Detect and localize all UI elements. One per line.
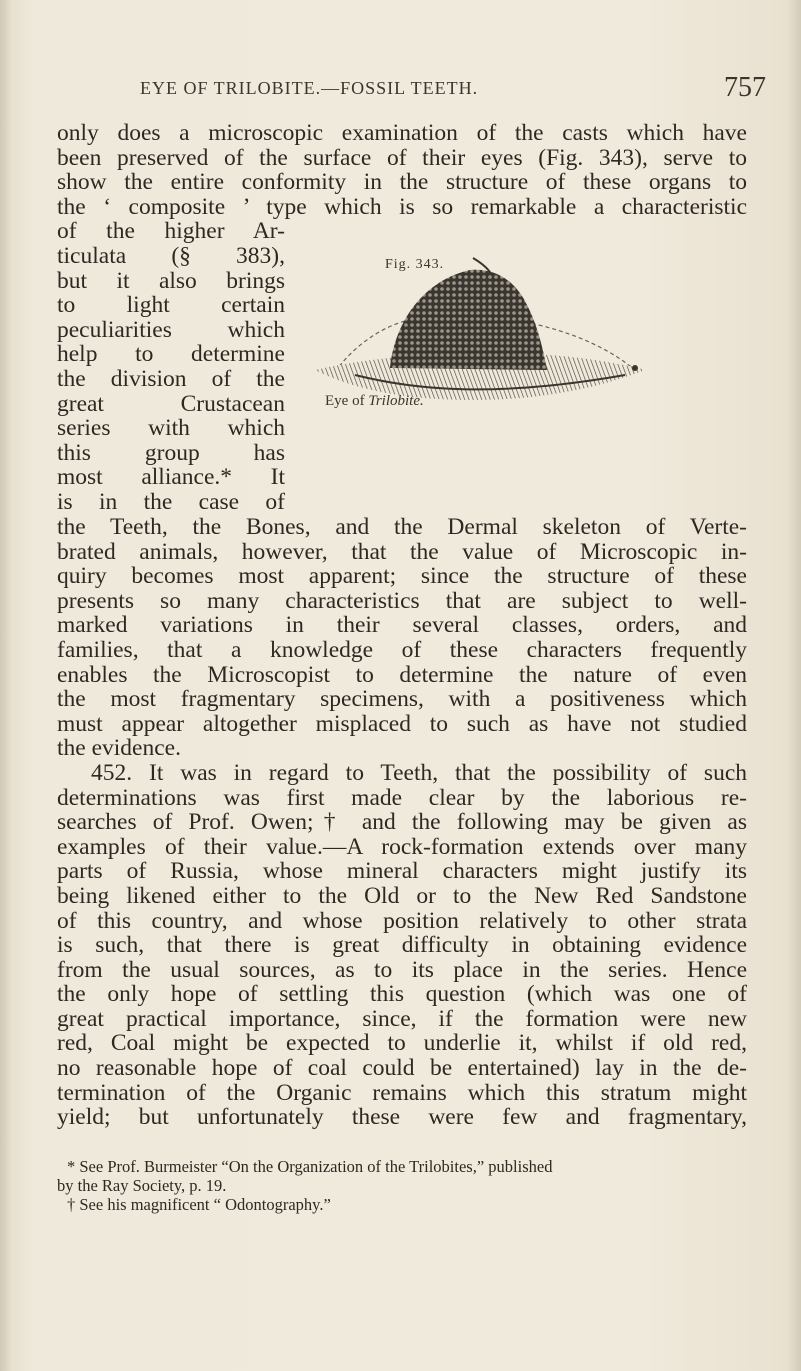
text-line: of the higher Ar-	[57, 218, 285, 245]
text-line: the evidence.	[57, 735, 181, 762]
figure-caption-italic: Trilobite.	[368, 393, 424, 409]
text-line: the division of the	[57, 365, 285, 392]
figure-number: Fig. 343.	[385, 257, 445, 272]
text-line: great practical importance, since, if the formation were new	[57, 1005, 747, 1032]
running-title: EYE OF TRILOBITE.—FOSSIL TEETH.	[140, 78, 479, 98]
text-line: the only hope of settling this question (which was one of	[57, 981, 747, 1008]
text-line: must appear altogether misplaced to such as have not studied	[57, 710, 747, 737]
text-line: show the entire conformity in the structure of these organs to	[57, 169, 747, 196]
text-line: red, Coal might be expected to underlie it, whilst if old red,	[57, 1030, 747, 1057]
text-line: ticulata (§ 383),	[57, 242, 285, 269]
text-line: marked variations in their several classes, orders, and	[57, 612, 747, 639]
page-edge-shadow	[787, 0, 801, 1371]
text-line: examples of their value.—A rock-formation extends over many	[57, 833, 747, 860]
figure-caption-prefix: Eye of	[325, 393, 369, 409]
text-line: great Crustacean	[57, 390, 285, 417]
text-line: searches of Prof. Owen;† and the following may be given as	[57, 809, 747, 836]
text-line: been preserved of the surface of their eyes (Fig. 343), serve to	[57, 144, 747, 171]
text-line: of this country, and whose position relatively to other strata	[57, 907, 747, 934]
text-line: the Teeth, the Bones, and the Dermal skeleton of Verte-	[57, 514, 747, 540]
running-header	[140, 72, 766, 103]
text-line: presents so many characteristics that are subject to well-	[57, 587, 747, 614]
text-line: families, that a knowledge of these characters frequently	[57, 636, 747, 663]
figure-caption	[325, 393, 424, 410]
text-line: being likened either to the Old or to the New Red Sandstone	[57, 882, 747, 909]
text-line: most alliance.* It	[57, 464, 285, 491]
text-line: the ‘ composite ’ type which is so remarkable a characteristic	[57, 193, 747, 220]
text-line: the most fragmentary specimens, with a positiveness which	[57, 686, 747, 713]
text-line: help to determine	[57, 341, 285, 368]
text-line: only does a microscopic examination of the casts which have	[57, 120, 747, 146]
footnote-burmeister-cont: by the Ray Society, p. 19.	[57, 1176, 227, 1195]
text-line: is in the case of	[57, 488, 285, 515]
text-line: enables the Microscopist to determine the nature of even	[57, 661, 747, 688]
body-text-bottom	[57, 515, 747, 1130]
text-line: 452. It was in regard to Teeth, that the possibility of such	[91, 759, 747, 786]
text-line: brated animals, however, that the value of Microscopic in-	[57, 538, 747, 565]
text-line: peculiarities which	[57, 316, 285, 343]
text-line: determinations was first made clear by the laborious re-	[57, 784, 747, 811]
text-line: but it also brings	[57, 267, 285, 294]
text-line: this group has	[57, 439, 285, 466]
text-line: quiry becomes most apparent; since the structure of these	[57, 563, 747, 590]
text-line: parts of Russia, whose mineral characters might justify its	[57, 858, 747, 885]
footnote-burmeister: * See Prof. Burmeister “On the Organization of the Trilobites,” published	[67, 1157, 553, 1176]
text-line: series with which	[57, 415, 285, 442]
trilobite-eye-illustration	[295, 250, 655, 410]
gutter-shadow	[0, 0, 12, 1371]
text-line: no reasonable hope of coal could be entertained) lay in the de-	[57, 1055, 747, 1082]
text-line: to light certain	[57, 292, 285, 319]
footnote-owen: † See his magnificent “ Odontography.”	[67, 1195, 331, 1214]
page-number: 757	[724, 72, 766, 103]
footnotes	[57, 1157, 757, 1214]
text-line: yield; but unfortunately these were few and fragmentary,	[57, 1104, 747, 1131]
text-line: is such, that there is great difficulty in obtaining evidence	[57, 932, 747, 959]
text-line: termination of the Organic remains which this stratum might	[57, 1079, 747, 1106]
text-line: from the usual sources, as to its place in the series. Hence	[57, 956, 747, 983]
